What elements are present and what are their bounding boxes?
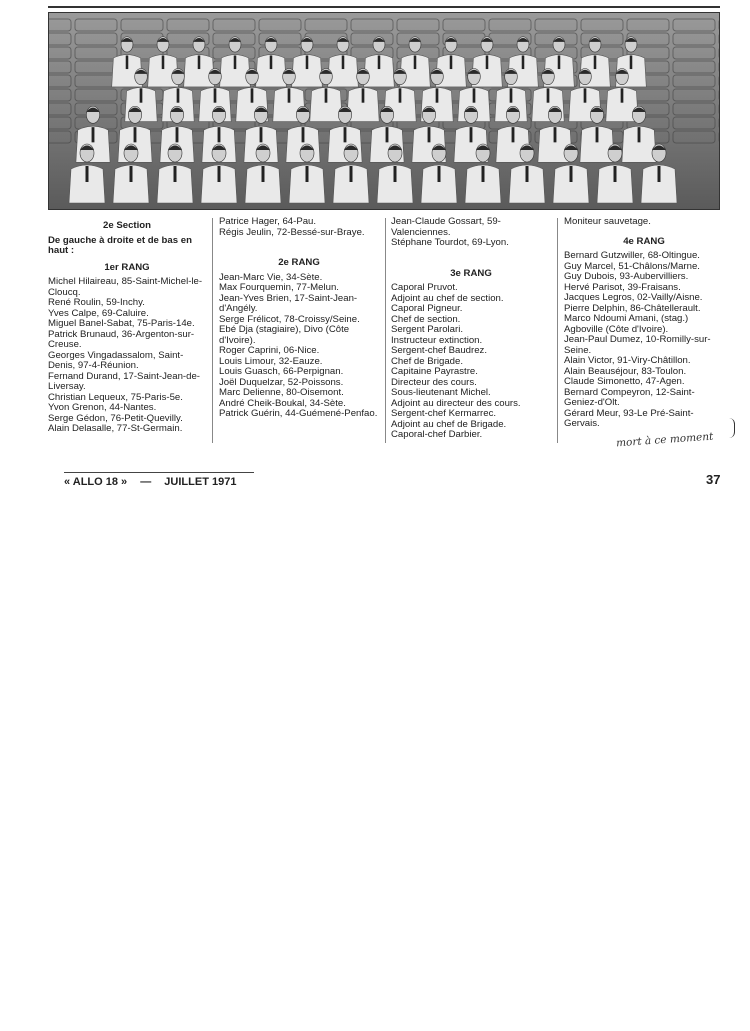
- list-item: Alain Victor, 91-Viry-Châtillon.: [564, 355, 691, 366]
- list-item: Louis Guasch, 66-Perpignan.: [219, 366, 344, 377]
- list-item: Ebé Dja (stagiaire), Divo (Côte d'Ivoire).: [219, 324, 350, 346]
- list-item: Joël Duquelzar, 52-Poissons.: [219, 376, 344, 388]
- group-photo: [48, 12, 720, 210]
- list-item: Directeur des cours.: [391, 376, 477, 388]
- list-item: Sous-lieutenant Michel.: [391, 387, 491, 398]
- list-item: René Roulin, 59-Inchy.: [48, 297, 145, 308]
- col3-top-list: [391, 217, 551, 249]
- list-item: Louis Limour, 32-Eauze.: [219, 355, 323, 367]
- footer: [64, 476, 246, 488]
- list-item: Guy Marcel, 51-Châlons/Marne.: [564, 260, 700, 272]
- column-divider: [557, 218, 558, 443]
- list-item: Patrick Guérin, 44-Guémené-Penfao.: [219, 408, 378, 419]
- list-item: Patrice Hager, 64-Pau.: [219, 216, 317, 227]
- list-item: Jean-Yves Brien, 17-Saint-Jean-d'Angély.: [219, 292, 358, 314]
- list-item: Claude Simonetto, 47-Agen.: [564, 376, 685, 387]
- rang3-list: [391, 283, 551, 441]
- handwritten-bracket: [728, 418, 735, 438]
- list-item: Michel Hilaireau, 85-Saint-Michel-le-Cloucq.: [48, 276, 203, 298]
- list-item: Pierre Delphin, 86-Châtellerault.: [564, 302, 701, 314]
- list-item: Capitaine Payrastre.: [391, 366, 478, 377]
- list-item: André Cheik-Boukal, 34-Sète.: [219, 397, 346, 409]
- list-item: Yves Calpe, 69-Caluire.: [48, 307, 149, 319]
- list-item: Chef de section.: [391, 313, 461, 325]
- list-item: Serge Gédon, 76-Petit-Quevilly.: [48, 412, 183, 424]
- list-item: Fernand Durand, 17-Saint-Jean-de-Liversay.: [48, 370, 200, 392]
- list-item: Georges Vingadassalom, Saint-Denis, 97-4-Réunion.: [48, 349, 184, 371]
- page-number: 37: [706, 472, 721, 487]
- list-item: Adjoint au directeur des cours.: [391, 397, 521, 409]
- list-item: Jean-Paul Dumez, 10-Romilly-sur-Seine.: [564, 334, 711, 356]
- list-item: Bernard Compeyron, 12-Saint-Geniez-d'Olt.: [564, 386, 695, 408]
- list-item: Marco Ndoumi Amani, (stag.) Agboville (Côte d'Ivoire).: [564, 313, 689, 335]
- list-item: Caporal-chef Darbier.: [391, 429, 483, 440]
- rang3-title: 3e RANG: [450, 267, 492, 279]
- list-item: Serge Frélicot, 78-Croissy/Seine.: [219, 313, 360, 325]
- list-item: Moniteur sauvetage.: [564, 216, 651, 227]
- column-1: [48, 217, 206, 435]
- list-item: Bernard Gutzwiller, 68-Oltingue.: [564, 250, 700, 261]
- rang2-list: [219, 273, 379, 420]
- rang2-title: 2e RANG: [278, 257, 320, 268]
- rang4-list: [564, 251, 724, 430]
- rang1-list: [48, 277, 206, 435]
- column-divider: [212, 218, 213, 443]
- section-title: 2e Section: [103, 220, 151, 231]
- list-item: Instructeur extinction.: [391, 334, 483, 346]
- list-item: Roger Caprini, 06-Nice.: [219, 345, 320, 356]
- list-item: Hervé Parisot, 39-Fraisans.: [564, 281, 681, 293]
- magazine-name: « ALLO 18 »: [64, 476, 128, 488]
- list-item: Jean-Marc Vie, 34-Sète.: [219, 271, 323, 283]
- column-divider: [385, 218, 386, 443]
- list-item: Guy Dubois, 93-Aubervilliers.: [564, 271, 689, 282]
- list-item: Caporal Pigneur.: [391, 303, 463, 314]
- list-item: Yvon Grenon, 44-Nantes.: [48, 402, 157, 413]
- rang4-title: 4e RANG: [623, 235, 665, 247]
- column-4: [564, 217, 724, 430]
- list-item: Marc Delienne, 80-Oisemont.: [219, 387, 344, 398]
- list-item: Sergent-chef Kermarrec.: [391, 408, 497, 419]
- list-item: Stéphane Tourdot, 69-Lyon.: [391, 237, 509, 248]
- list-item: Régis Jeulin, 72-Bessé-sur-Braye.: [219, 226, 365, 238]
- list-item: Alain Beauséjour, 83-Toulon.: [564, 365, 687, 377]
- col2-top-list: [219, 217, 379, 238]
- footer-rule: [64, 472, 254, 473]
- rang1-title: 1er RANG: [104, 261, 150, 273]
- list-item: Caporal Pruvot.: [391, 282, 458, 293]
- list-item: Jean-Claude Gossart, 59-Valenciennes.: [391, 216, 501, 238]
- top-rule: [48, 6, 720, 8]
- list-item: Sergent Parolari.: [391, 324, 463, 335]
- column-2: [219, 217, 379, 420]
- list-item: Miguel Banel-Sabat, 75-Paris-14e.: [48, 318, 195, 329]
- list-item: Adjoint au chef de section.: [391, 292, 504, 304]
- list-item: Max Fourquemin, 77-Melun.: [219, 282, 339, 293]
- list-item: Alain Delasalle, 77-St-Germain.: [48, 423, 183, 434]
- list-item: Jacques Legros, 02-Vailly/Aisne.: [564, 292, 703, 303]
- handwritten-note: mort à ce moment: [615, 430, 714, 450]
- list-item: Christian Lequeux, 75-Paris-5e.: [48, 391, 183, 403]
- list-item: Patrick Brunaud, 36-Argenton-sur-Creuse.: [48, 328, 195, 350]
- footer-dash: —: [140, 476, 152, 488]
- column-3: [391, 217, 551, 441]
- list-item: Sergent-chef Baudrez.: [391, 345, 487, 356]
- list-item: Chef de Brigade.: [391, 355, 463, 367]
- intro-text: De gauche à droite et de bas en haut :: [48, 234, 192, 256]
- issue-date: JUILLET 1971: [164, 476, 237, 488]
- list-item: Gérard Meur, 93-Le Pré-Saint-Gervais.: [564, 407, 694, 429]
- list-item: Adjoint au chef de Brigade.: [391, 418, 507, 430]
